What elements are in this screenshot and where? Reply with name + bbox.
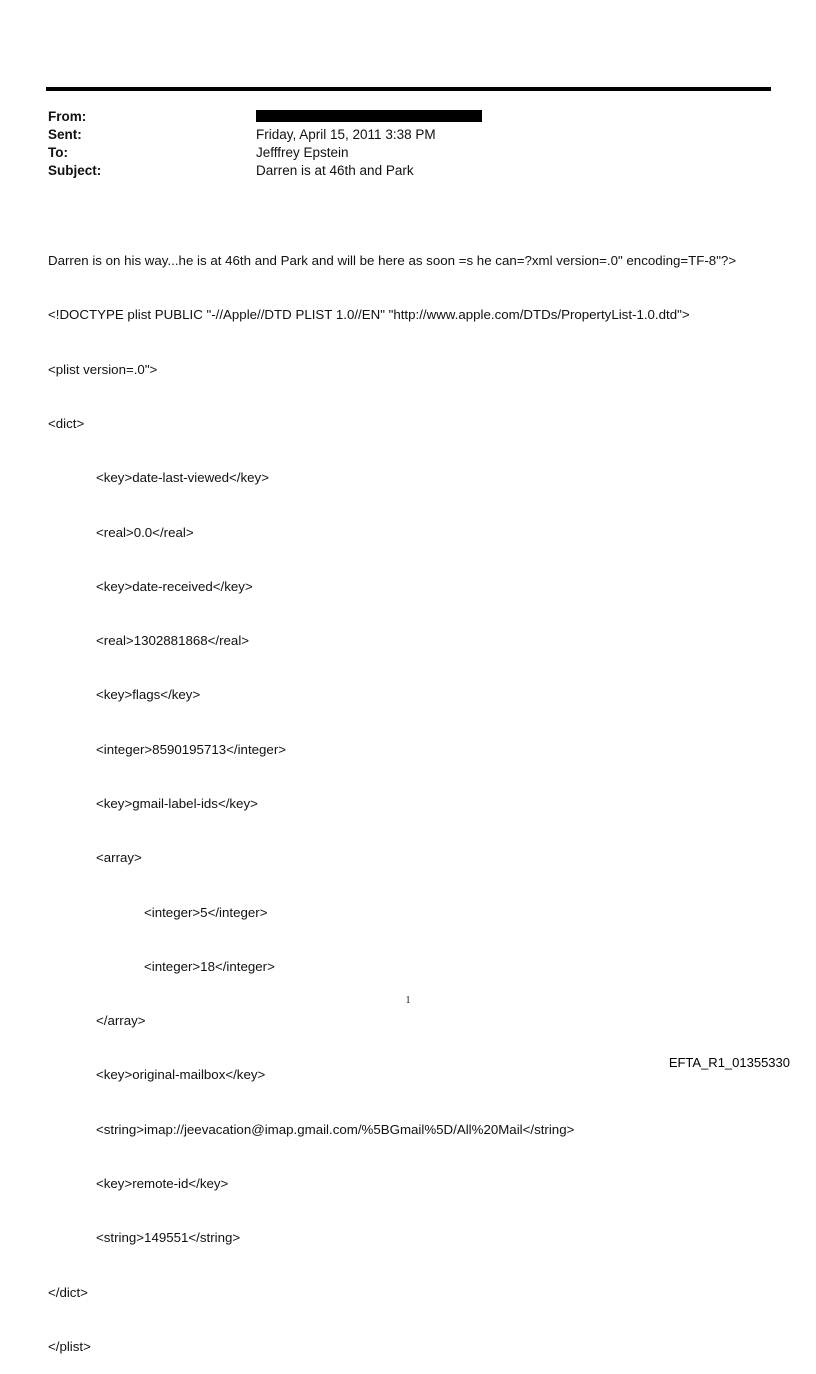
body-line: <real>0.0</real> (96, 524, 194, 540)
body-line: <key>flags</key> (96, 687, 201, 703)
subject-value: Darren is at 46th and Park (256, 163, 414, 178)
from-row (48, 108, 748, 126)
body-line: <integer>5</integer> (144, 904, 268, 920)
body-line: </plist> (48, 1338, 91, 1354)
body-line: <key>date-received</key> (96, 578, 253, 594)
sent-value: Friday, April 15, 2011 3:38 PM (256, 127, 436, 142)
body-line: <integer>8590195713</integer> (96, 741, 287, 757)
body-line: <key>gmail-label-ids</key> (96, 796, 258, 811)
body-line: <key>remote-id</key> (96, 1175, 229, 1191)
document-id: EFTA_R1_01355330 (668, 1055, 790, 1070)
body-line: <!DOCTYPE plist PUBLIC "-//Apple//DTD PLIST 1.0//EN" "http://www.apple.com/DTDs/PropertyList-1.0.dtd"> (48, 307, 690, 323)
body-line: <string>imap://jeevacation@imap.gmail.com/%5BGmail%5D/All%20Mail</string> (96, 1121, 575, 1137)
from-label: From: (48, 109, 87, 124)
subject-row (48, 162, 748, 180)
to-label: To: (48, 145, 68, 160)
body-line: <dict> (48, 416, 85, 432)
to-row (48, 144, 748, 162)
body-line: <integer>18</integer> (144, 958, 275, 974)
redaction-bar (256, 110, 482, 122)
body-line: <plist version=.0"> (48, 361, 158, 377)
header-rule (46, 87, 771, 91)
body-line: </dict> (48, 1284, 88, 1300)
sent-row (48, 126, 748, 144)
body-line: </array> (96, 1013, 146, 1029)
body-line: Darren is on his way...he is at 46th and Park and will be here as soon =s he can=?xml version=.0" encoding=TF-8"?> (48, 253, 737, 269)
body-line: <real>1302881868</real> (96, 633, 250, 649)
from-value (256, 108, 748, 126)
email-body (48, 216, 788, 1374)
email-header (48, 108, 748, 180)
sent-label: Sent: (48, 127, 82, 142)
subject-label: Subject: (48, 163, 102, 178)
body-line: <string>149551</string> (96, 1230, 241, 1246)
body-line: <key>original-mailbox</key> (96, 1067, 266, 1083)
page-number: 1 (405, 995, 411, 1006)
body-line: <array> (96, 850, 142, 866)
body-line: <key>date-last-viewed</key> (96, 470, 269, 486)
to-value: Jefffrey Epstein (256, 145, 349, 160)
